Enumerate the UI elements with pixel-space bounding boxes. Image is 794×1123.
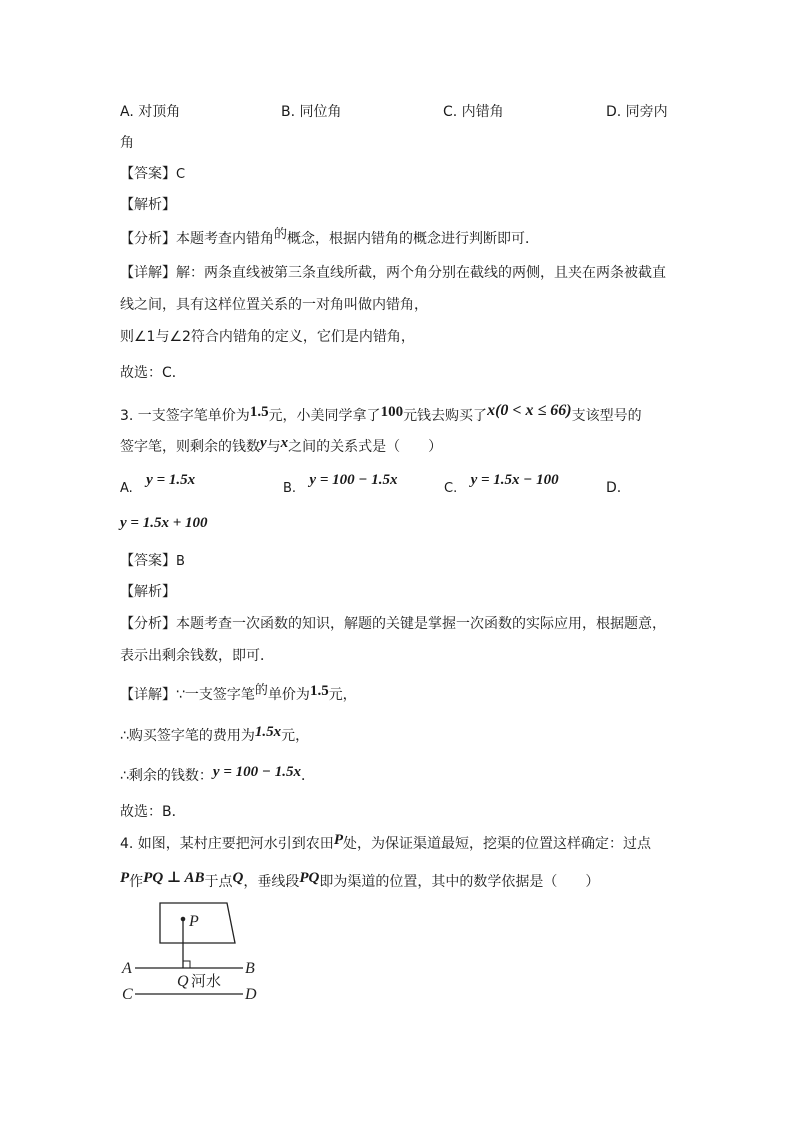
label-q: Q (177, 973, 189, 990)
right-angle-mark (183, 961, 190, 968)
q4-stem-line2: P作PQ ⊥ AB于点Q，垂线段PQ即为渠道的位置，其中的数学依据是（ ） (120, 870, 600, 890)
q2-xiangjie-1: 【详解】解：两条直线被第三条直线所截，两个角分别在截线的两侧，且夹在两条被截直 (120, 265, 666, 281)
q2-option-b: B. 同位角 (281, 104, 342, 120)
q4-stem-line1: 4. 如图，某村庄要把河水引到农田P处，为保证渠道最短，挖渠的位置这样确定：过点 (120, 832, 651, 852)
q2-option-wrap: 角 (120, 135, 134, 151)
q4-figure (115, 895, 275, 1010)
q3-stem-line1: 3. 一支签字笔单价为1.5元，小美同学拿了100元钱去购买了x(0 < x ≤ 66)支该型号的 (120, 402, 642, 424)
q3-xiangjie-1: 【详解】∵一支签字笔的单价为1.5元， (120, 683, 357, 703)
q3-choose: 故选：B． (120, 804, 186, 820)
q3-stem-line2: 签字笔，则剩余的钱数y与x之间的关系式是（ ） (120, 435, 443, 455)
q3-analysis-tag: 【解析】 (120, 584, 176, 600)
q3-option-d-letter: D. (606, 480, 622, 496)
q3-answer: 【答案】B (120, 553, 185, 569)
q2-xiangjie-2: 线之间，具有这样位置关系的一对角叫做内错角， (120, 297, 428, 313)
q3-xiangjie-3: ∴剩余的钱数：y = 100 − 1.5x． (120, 764, 315, 784)
q2-option-d: D. 同旁内 (606, 104, 668, 120)
q2-choose: 故选：C． (120, 365, 186, 381)
q2-option-c: C. 内错角 (443, 104, 504, 120)
q2-analysis-tag: 【解析】 (120, 197, 176, 213)
q3-option-a: A. y = 1.5x (120, 472, 196, 496)
q3-xiangjie-2: ∴购买签字笔的费用为1.5x元， (120, 724, 310, 744)
q3-option-b: B. y = 100 − 1.5x (283, 472, 398, 496)
q2-option-a: A. 对顶角 (120, 104, 181, 120)
q3-option-d-expr: y = 1.5x + 100 (120, 515, 208, 531)
q3-option-c: C. y = 1.5x − 100 (444, 472, 559, 496)
label-a: A (122, 960, 132, 977)
label-p: P (189, 913, 199, 930)
label-d: D (245, 986, 257, 1003)
q2-fenxi: 【分析】本题考查内错角的概念，根据内错角的概念进行判断即可． (120, 227, 540, 247)
q2-answer: 【答案】C (120, 166, 186, 182)
label-river: 河水 (191, 972, 222, 990)
q2-xiangjie-3: 则∠1与∠2符合内错角的定义，它们是内错角， (120, 329, 415, 345)
label-c: C (122, 986, 133, 1003)
q3-fenxi-1: 【分析】本题考查一次函数的知识，解题的关键是掌握一次函数的实际应用，根据题意， (120, 616, 666, 632)
label-b: B (245, 960, 255, 977)
q3-fenxi-2: 表示出剩余钱数，即可． (120, 648, 274, 664)
